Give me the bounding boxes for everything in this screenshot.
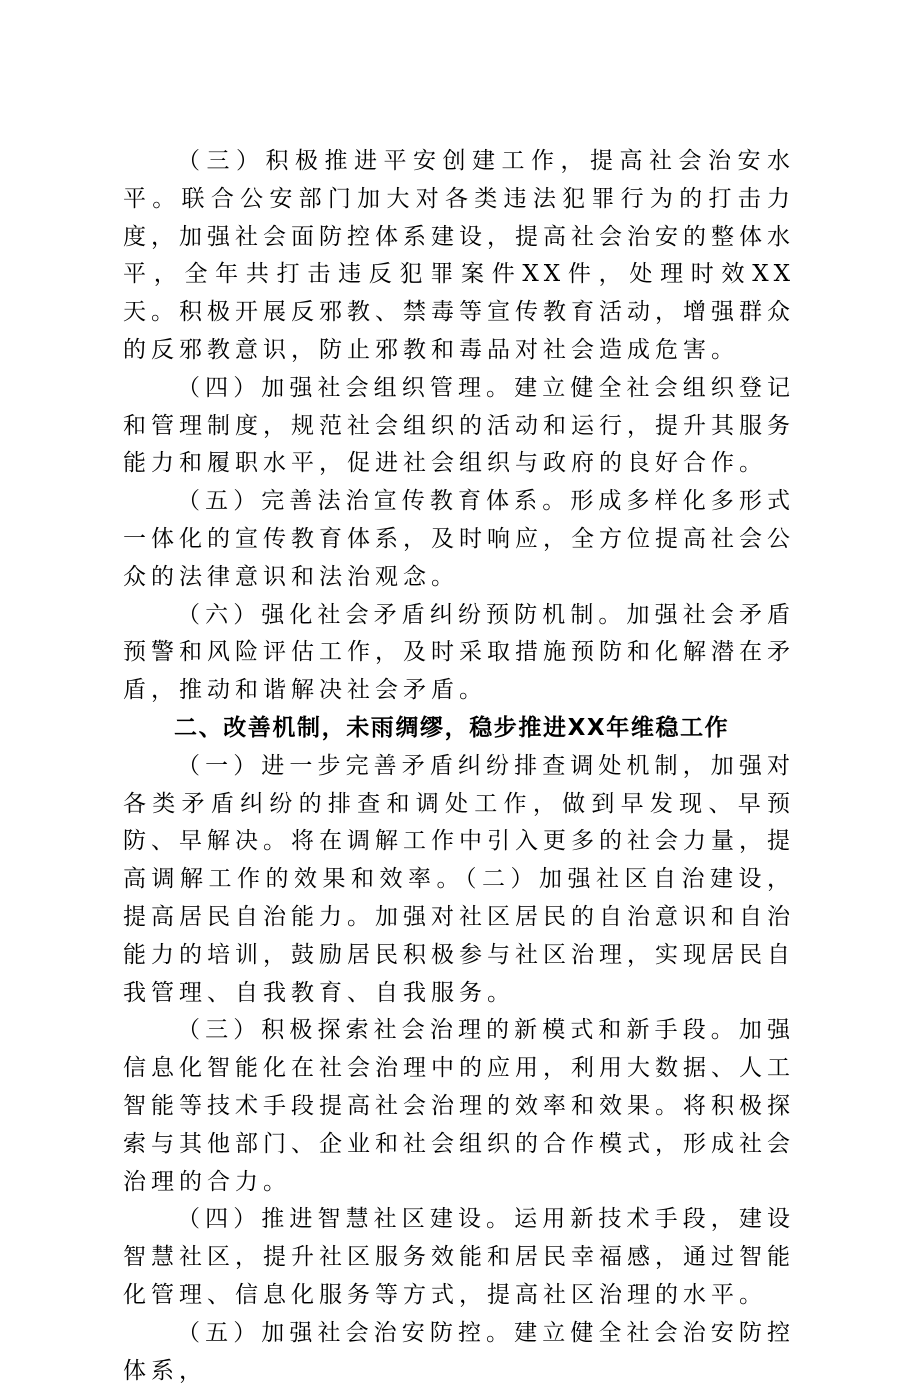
paragraph-6-dispute-prevention: （六）强化社会矛盾纠纷预防机制。加强社会矛盾预警和风险评估工作，及时采取措施预防和化解潜在矛盾，推动和谐解决社会矛盾。 [123,601,795,704]
paragraph-5-public-security: （五）加强社会治安防控。建立健全社会治安防控体系， [123,1319,795,1384]
paragraph-3-ping-an: （三）积极推进平安创建工作，提高社会治安水平。联合公安部门加大对各类违法犯罪行为的打击力度，加强社会面防控体系建设，提高社会治安的整体水平，全年共打击违反犯罪案件XX件，处理时效XX天。积极开展反邪教、禁毒等宣传教育活动，增强群众的反邪教意识，防止邪教和毒品对社会造成危害。 [123,148,795,363]
section-heading-2: 二、改善机制，未雨绸缪，稳步推进XX年维稳工作 [174,714,730,741]
paragraph-5-legal-education: （五）完善法治宣传教育体系。形成多样化多形式一体化的宣传教育体系，及时响应，全方位提高社会公众的法律意识和法治观念。 [123,488,795,590]
paragraph-4-social-org: （四）加强社会组织管理。建立健全社会组织登记和管理制度，规范社会组织的活动和运行，提升其服务能力和履职水平，促进社会组织与政府的良好合作。 [123,374,795,477]
paragraph-1-dispute-mechanism: （一）进一步完善矛盾纠纷排查调处机制，加强对各类矛盾纠纷的排查和调处工作，做到早发现、早预防、早解决。将在调解工作中引入更多的社会力量，提高调解工作的效果和效率。（二）加强社区自治建设，提高居民自治能力。加强对社区居民的自治意识和自治能力的培训，鼓励居民积极参与社区治理，实现居民自我管理、自我教育、自我服务。 [123,752,795,1006]
paragraph-3-governance-model: （三）积极探索社会治理的新模式和新手段。加强信息化智能化在社会治理中的应用，利用大数据、人工智能等技术手段提高社会治理的效率和效果。将积极探索与其他部门、企业和社会组织的合作模式，形成社会治理的合力。 [123,1017,795,1195]
document-body [123,143,795,1390]
paragraph-4-smart-community: （四）推进智慧社区建设。运用新技术手段，建设智慧社区，提升社区服务效能和居民幸福感，通过智能化管理、信息化服务等方式，提高社区治理的水平。 [123,1206,795,1308]
